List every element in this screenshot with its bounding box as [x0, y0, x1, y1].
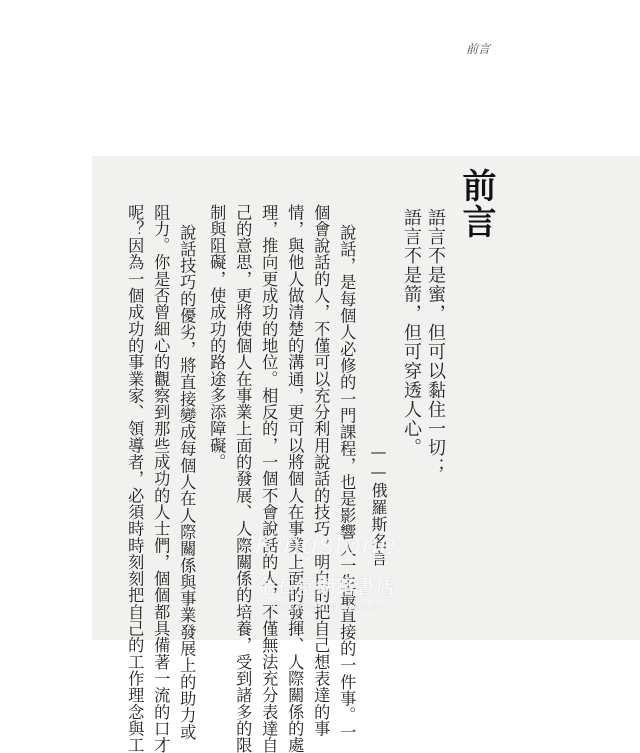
running-head: 前言 [466, 42, 491, 56]
body-column-1: 說話，是每個人必修的一門課程，也是影響人一生最直接的一件事。一 [337, 224, 357, 741]
body-column-2: 個會說話的人，不僅可以充分利用說話的技巧，明白的把自己想表達的事 [311, 204, 331, 737]
watermark-store-name: 金石堂網路書店 [255, 576, 396, 598]
body-column-7: 說話技巧的優劣，將直接變成每個人在人際關係與事業發展上的助力或 [177, 224, 197, 741]
body-column-8: 阻力。你是否曾細心的觀察到那些成功的人士們，個個都具備著一流的口才 [151, 204, 171, 753]
epigraph-attribution: ——俄羅斯名言 [369, 442, 388, 567]
body-column-3: 情，與他人做清楚的溝通，更可以將個人在事業上面的發揮、人際關係的處 [285, 204, 305, 753]
watermark-url: www.kingstone.com.tw [270, 601, 382, 613]
epigraph-line-2: 語言不是箭，但可穿透人心。 [401, 208, 422, 458]
body-column-5: 己的意思，更將使個人在事業上面的發展、人際關係的培養，受到諸多的限 [233, 204, 253, 753]
watermark-brand: Kingstone [254, 528, 398, 561]
chapter-title: 前言 [456, 168, 496, 240]
page-panel [92, 156, 640, 640]
body-column-4: 理，推向更成功的地位。相反的，一個不會說話的人，不僅無法充分表達自 [259, 204, 279, 753]
body-column-9: 呢？因為一個成功的事業家、領導者，必須時時刻刻把自己的工作理念與工 [125, 204, 145, 753]
epigraph-line-1: 語言不是蜜，但可以黏住一切； [425, 208, 446, 477]
body-column-6: 制與阻礙，使成功的路途多添障礙。 [207, 204, 227, 471]
